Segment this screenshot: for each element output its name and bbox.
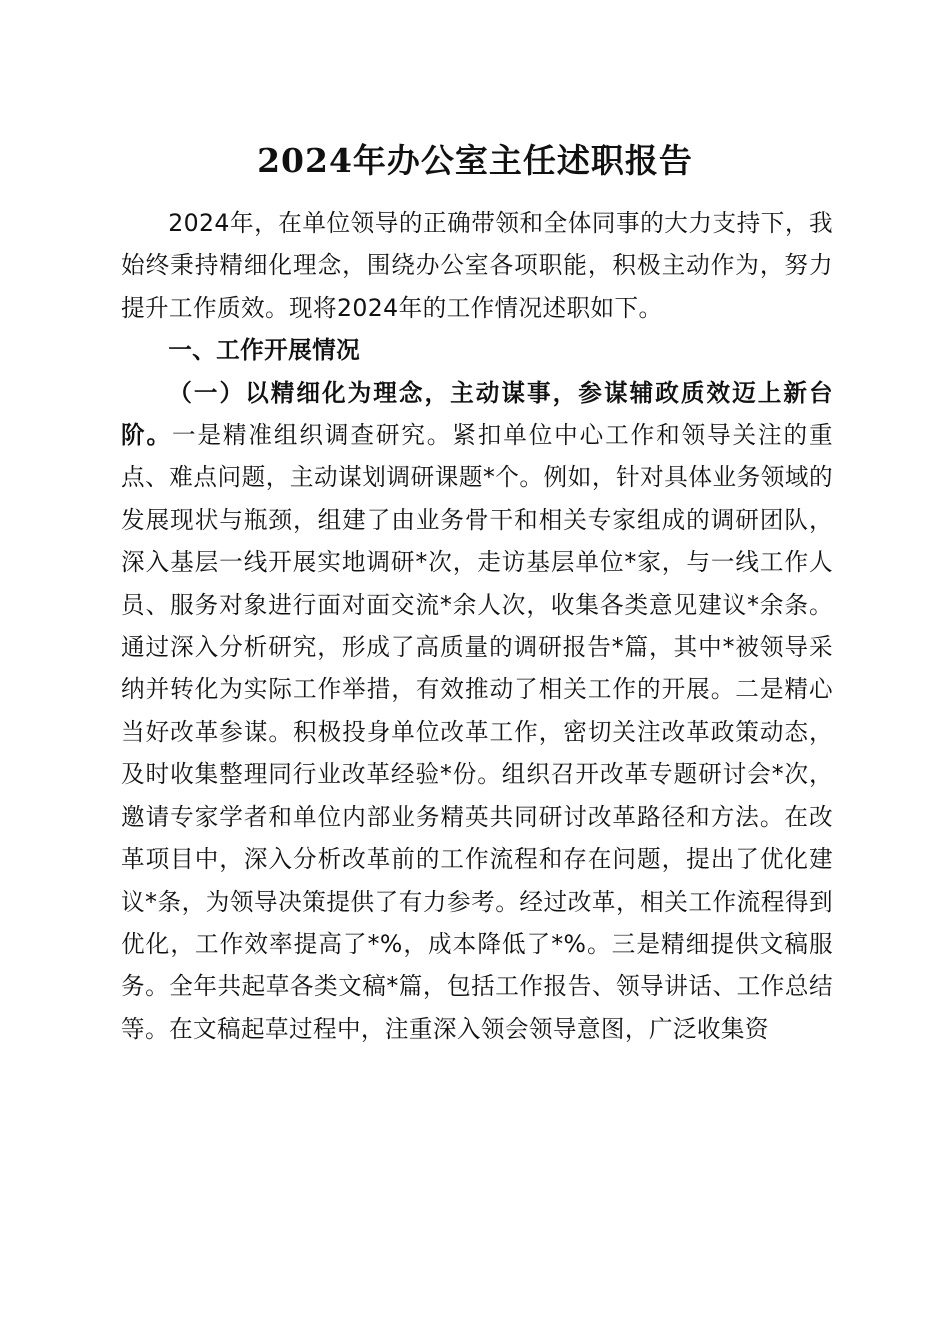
subsection-paragraph: [121, 372, 833, 1051]
subsection-lead: （一）以精细化为理念，主动谋事，参谋辅政质效迈上新台阶。: [121, 378, 833, 450]
document-title: 2024年办公室主任述职报告: [257, 141, 693, 180]
intro-paragraph: 2024年，在单位领导的正确带领和全体同事的大力支持下，我始终秉持精细化理念，围绕办公室各项职能，积极主动作为，努力提升工作质效。现将2024年的工作情况述职如下。: [121, 209, 833, 322]
subsection-body: 一是精准组织调查研究。紧扣单位中心工作和领导关注的重点、难点问题，主动谋划调研课题*个。例如，针对具体业务领域的发展现状与瓶颈，组建了由业务骨干和相关专家组成的调研团队，深入基层一线开展实地调研*次，走访基层单位*家，与一线工作人员、服务对象进行面对面交流*余人次，收集各类意见建议*余条。通过深入分析研究，形成了高质量的调研报告*篇，其中*被领导采纳并转化为实际工作举措，有效推动了相关工作的开展。二是精心当好改革参谋。积极投身单位改革工作，密切关注改革政策动态，及时收集整理同行业改革经验*份。组织召开改革专题研讨会*次，邀请专家学者和单位内部业务精英共同研讨改革路径和方法。在改革项目中，深入分析改革前的工作流程和存在问题，提出了优化建议*条，为领导决策提供了有力参考。经过改革，相关工作流程得到优化，工作效率提高了*%，成本降低了*%。三是精细提供文稿服务。全年共起草各类文稿*篇，包括工作报告、领导讲话、工作总结等。在文稿起草过程中，注重深入领会领导意图，广泛收集资: [121, 421, 833, 1043]
section-heading: 一、工作开展情况: [168, 336, 361, 365]
document-body: [121, 202, 833, 1050]
